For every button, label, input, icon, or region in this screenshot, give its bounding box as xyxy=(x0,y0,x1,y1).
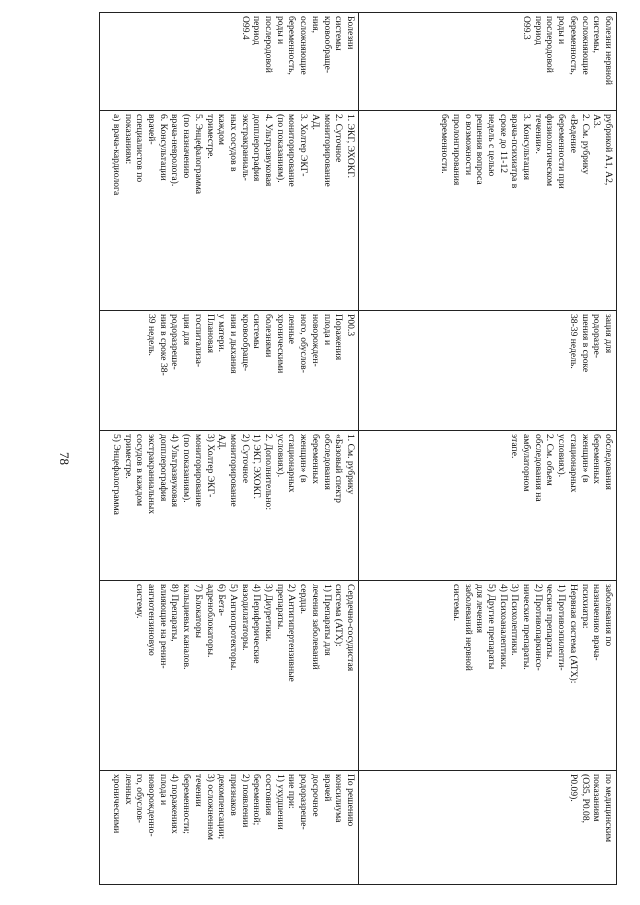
cell-line: роды и xyxy=(556,16,568,45)
cell-line: 2. См. объем xyxy=(544,434,556,486)
cell-line: каждом xyxy=(216,114,228,145)
cell-line: условиях). xyxy=(274,434,286,478)
cell-line: 3. Холтер ЭКГ- xyxy=(298,114,310,177)
cell-delivery-decision xyxy=(100,771,359,885)
cell-line: 4) Ультразвуковая xyxy=(169,434,181,508)
cell-line: беременности при xyxy=(556,114,568,189)
cell-line: показаниям: xyxy=(122,114,134,165)
cell-line: сердца. xyxy=(298,584,310,614)
cell-line: врача-психиатра в xyxy=(509,114,521,189)
cell-line: 3) Диуретики. xyxy=(263,584,275,642)
cell-line: рубрикой А1, А2, xyxy=(603,114,614,186)
cell-line: экстракраниаль- xyxy=(239,114,251,181)
cell-diagnosis xyxy=(100,13,359,111)
cell-line: беременности. xyxy=(439,114,451,174)
cell-line: экстракраниальных xyxy=(146,434,158,515)
cell-line: системы, xyxy=(591,16,603,54)
cell-line: триместре. xyxy=(204,114,216,159)
cell-line: 3. Консультация xyxy=(521,114,533,180)
cell-line: 4. Ультразвуковая xyxy=(263,114,275,187)
cell-line: препараты. xyxy=(274,584,286,630)
cell-line: 2. Дополнительно: xyxy=(263,434,275,511)
cell-line: хроническими xyxy=(110,774,122,834)
cell-line: ного, обуслов- xyxy=(298,314,310,373)
cell-line: 5) Ангиопротекторы. xyxy=(227,584,239,671)
cell-outpatient-exam xyxy=(100,111,359,311)
cell-line: Болезни xyxy=(345,16,356,50)
cell-line: «Базовый спектр xyxy=(333,434,345,503)
cell-line: 1) ухудшении xyxy=(274,774,286,830)
cell-line: роды и xyxy=(274,16,286,45)
table-row xyxy=(359,13,617,885)
cell-line: ческие препараты. xyxy=(544,584,556,660)
cell-line: ния в сроке 38- xyxy=(157,314,169,376)
cell-line: консилиума xyxy=(333,774,345,823)
cell-line: ангиотензиновую xyxy=(146,584,158,656)
cell-line: «Ведение xyxy=(567,114,579,153)
cell-line: 2) появлении xyxy=(239,774,251,828)
cell-line: 7) Блокаторы xyxy=(192,584,204,638)
cell-line: женщин» (в xyxy=(298,434,310,483)
cell-delivery-decision xyxy=(359,771,617,885)
cell-line: 3) осложненном xyxy=(204,774,216,841)
cell-line: этапе. xyxy=(509,434,521,459)
cell-line: кровообраще- xyxy=(321,16,333,74)
cell-line: болезни нервной xyxy=(603,16,614,85)
cell-line: беременной; xyxy=(251,774,263,826)
cell-line: ленных xyxy=(122,774,134,805)
cell-line: P00.3 xyxy=(345,314,356,337)
cell-line: новорожден- xyxy=(309,314,321,367)
cell-line: (по показаниям). xyxy=(181,434,193,503)
cell-line: условиях). xyxy=(556,434,568,478)
cell-line: физиологическом xyxy=(544,114,556,187)
cell-line: зация для xyxy=(603,314,614,354)
cell-line: го, обуслов- xyxy=(134,774,146,823)
cell-line: 3) Холтер ЭКГ- xyxy=(204,434,216,498)
cell-hospitalization xyxy=(359,311,617,431)
cell-line: женщин» (в xyxy=(579,434,591,483)
cell-line: По решению xyxy=(345,774,356,827)
cell-line: O99.3 xyxy=(521,16,533,40)
cell-line: 1. См. рубрику xyxy=(345,434,356,495)
cell-line: о возможности xyxy=(462,114,474,176)
cell-line: период xyxy=(532,16,544,45)
cell-line: заболеваний нервной xyxy=(462,584,474,671)
cell-line: беременность, xyxy=(567,16,579,75)
cell-line: обследования xyxy=(603,434,614,490)
cell-line: течении xyxy=(192,774,204,807)
cell-line: 39 недель. xyxy=(146,314,158,356)
cell-line: 1. ЭКГ, ЭХОКГ. xyxy=(345,114,356,179)
cell-line: Поражения xyxy=(333,314,345,361)
cell-line: ние при: xyxy=(286,774,298,809)
cell-line: плода и xyxy=(157,774,169,806)
cell-line: а) врача-кардиолога xyxy=(110,114,122,196)
cell-line: А3. xyxy=(591,114,603,129)
cell-line: новорожденно- xyxy=(146,774,158,837)
cell-line: назначению врача- xyxy=(591,584,603,661)
cell-line: адреноблокаторы. xyxy=(204,584,216,658)
cell-line: ных сосудов в xyxy=(227,114,239,172)
cell-line: осложняющие xyxy=(579,16,591,75)
cell-line: родоразреше- xyxy=(169,314,181,370)
clinical-protocol-table xyxy=(99,12,617,885)
cell-line: врачей xyxy=(321,774,333,802)
cell-line: 1) Противоэпилепти- xyxy=(556,584,568,671)
cell-line: послеродовой xyxy=(263,16,275,73)
cell-line: 2) Противопаркинсо- xyxy=(532,584,544,671)
cell-line: 5) Другие препараты xyxy=(485,584,497,670)
cell-line: беременности; xyxy=(181,774,193,834)
cell-outpatient-exam xyxy=(359,111,617,311)
cell-line: стационарных xyxy=(567,434,579,493)
cell-line: допплерография xyxy=(251,114,263,182)
cell-line: 5) Энцефалограмма xyxy=(110,434,122,515)
cell-line: у матери. xyxy=(216,314,228,352)
cell-line: 5. Энцефалограмма xyxy=(192,114,204,195)
cell-line: амбулаторном xyxy=(521,434,533,492)
cell-line: заболевания по xyxy=(603,584,614,647)
cell-line: родоразре- xyxy=(591,314,603,359)
cell-line: 6. Консультации xyxy=(157,114,169,181)
page-number: 78 xyxy=(57,452,72,465)
cell-line: недель с целью xyxy=(485,114,497,177)
cell-line: АД. xyxy=(216,434,228,450)
cell-line: O99.4 xyxy=(239,16,251,40)
cell-diagnosis xyxy=(359,13,617,111)
cell-line: системы xyxy=(333,16,345,51)
cell-line: 4) Периферические xyxy=(251,584,263,664)
cell-line: 38-39 недель. xyxy=(567,314,579,369)
cell-line: (по назначению xyxy=(181,114,193,179)
cell-line: решения вопроса xyxy=(474,114,486,185)
cell-line: госпитализа- xyxy=(192,314,204,368)
cell-line: для лечения xyxy=(474,584,486,634)
cell-line: досрочное xyxy=(309,774,321,817)
cell-line: 1) ЭКГ, ЭХОКГ. xyxy=(251,434,263,499)
cell-line: система (АТХ): xyxy=(333,584,345,647)
cell-line: кальциевых каналов. xyxy=(181,584,193,670)
cell-line: состояния xyxy=(263,774,275,816)
cell-line: родоразреше- xyxy=(298,774,310,830)
cell-line: вазодилататоры. xyxy=(239,584,251,651)
cell-line: пролонгирования xyxy=(450,114,462,186)
cell-line: нические препараты. xyxy=(521,584,533,670)
cell-treatment xyxy=(100,581,359,771)
cell-line: течении». xyxy=(532,114,544,154)
cell-line: (по показаниям). xyxy=(274,114,286,183)
cell-line: 4) поражениях xyxy=(169,774,181,834)
cell-line: беременных xyxy=(309,434,321,484)
cell-line: лечения заболеваний xyxy=(309,584,321,670)
cell-line: влияющие на ренин- xyxy=(157,584,169,669)
cell-line: 2. Суточное xyxy=(333,114,345,163)
cell-line: Плановая xyxy=(204,314,216,353)
cell-line: 2) Суточное xyxy=(239,434,251,484)
cell-line: 6) Бета- xyxy=(216,584,228,616)
cell-line: беременность, xyxy=(286,16,298,75)
cell-line: болезнями xyxy=(263,314,275,358)
table-row xyxy=(100,13,359,885)
cell-line: обследования на xyxy=(532,434,544,502)
cell-line: 8) Препараты, xyxy=(169,584,181,642)
cell-line: врачей- xyxy=(146,114,158,145)
cell-line: Нервная система (АТХ): xyxy=(567,584,579,684)
cell-hospitalization xyxy=(100,311,359,431)
cell-inpatient-exam xyxy=(100,431,359,581)
cell-line: АД. xyxy=(309,114,321,130)
cell-line: ния и дыхания xyxy=(227,314,239,374)
cell-line: 2. См. рубрику xyxy=(579,114,591,175)
cell-line: (O35, P0.08, xyxy=(579,774,591,824)
cell-inpatient-exam xyxy=(359,431,617,581)
cell-line: беременных xyxy=(591,434,603,484)
cell-line: мониторирование xyxy=(192,434,204,507)
cell-line: ция для xyxy=(181,314,193,346)
cell-line: послеродовой xyxy=(544,16,556,73)
cell-line: системы. xyxy=(450,584,462,622)
cell-line: 1) Препараты для xyxy=(321,584,333,656)
cell-line: специалистов по xyxy=(134,114,146,183)
cell-line: ленные xyxy=(286,314,298,345)
cell-line: показаниям xyxy=(591,774,603,822)
cell-line: P0.09). xyxy=(567,774,579,802)
cell-line: обследования xyxy=(321,434,333,490)
cell-line: кровообраще- xyxy=(239,314,251,372)
cell-line: плода и xyxy=(321,314,333,346)
cell-treatment xyxy=(359,581,617,771)
cell-line: мониторирование xyxy=(321,114,333,187)
cell-line: по медицинским xyxy=(603,774,614,843)
cell-line: шения в сроке xyxy=(579,314,591,373)
cell-line: ния, xyxy=(309,16,321,34)
cell-line: декомпенсации; xyxy=(216,774,228,840)
cell-line: 2) Антигипертензивные xyxy=(286,584,298,682)
cell-line: 4) Психоаналептики. xyxy=(497,584,509,670)
cell-line: Сердечно-сосудистая xyxy=(345,584,356,672)
cell-line: сроке до 11-12 xyxy=(497,114,509,174)
cell-line: период xyxy=(251,16,263,45)
cell-line: хроническими xyxy=(274,314,286,374)
cell-line: сосудов в каждом xyxy=(134,434,146,507)
cell-line: системы xyxy=(251,314,263,349)
cell-line: 3) Психолептики. xyxy=(509,584,521,656)
cell-line: стационарных xyxy=(286,434,298,493)
cell-line: мониторирование xyxy=(227,434,239,507)
cell-line: систему. xyxy=(134,584,146,619)
cell-line: врача-невролога). xyxy=(169,114,181,187)
cell-line: допплерография xyxy=(157,434,169,502)
cell-line: триместре. xyxy=(122,434,134,479)
cell-line: осложняющие xyxy=(298,16,310,75)
cell-line: мониторирование xyxy=(286,114,298,187)
cell-line: психиатра: xyxy=(579,584,591,629)
cell-line: признаков xyxy=(227,774,239,816)
document-table-rotated xyxy=(100,12,617,884)
